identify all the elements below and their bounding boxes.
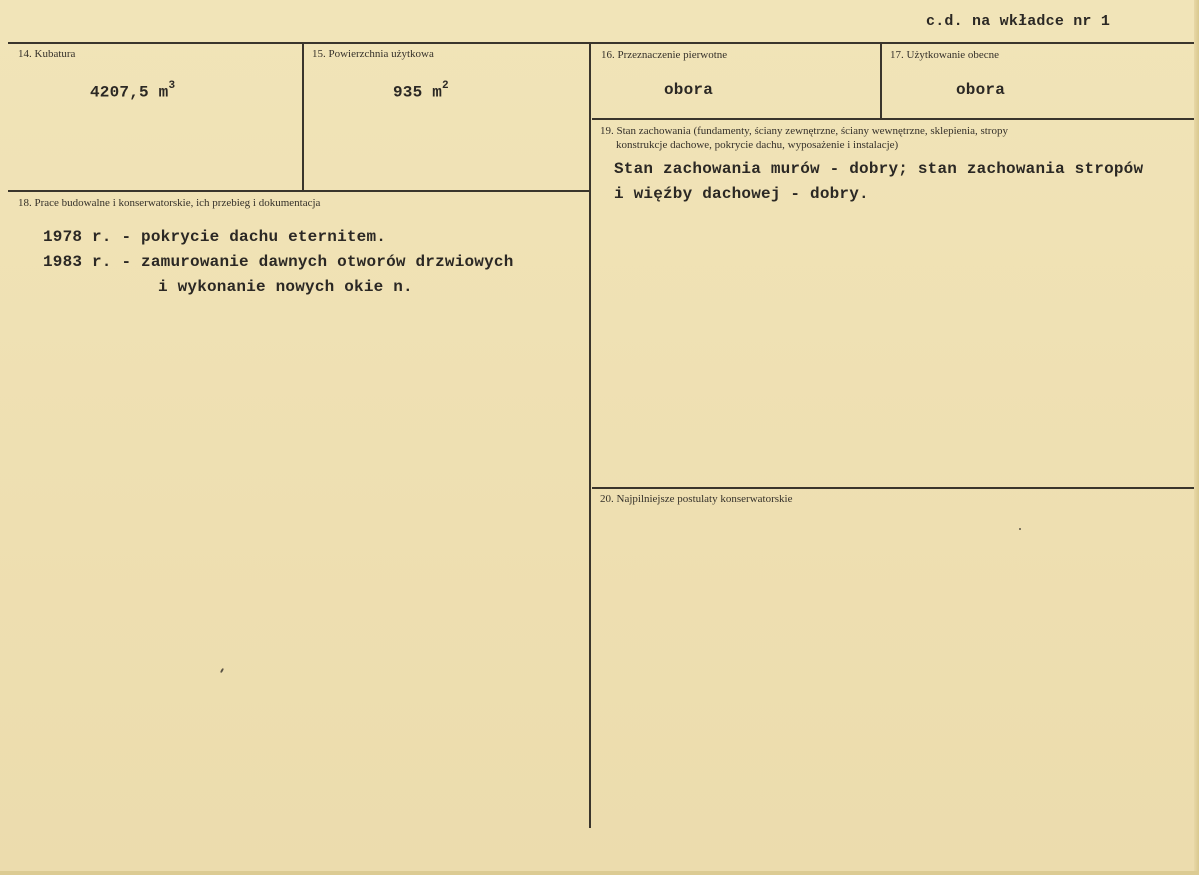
field-18-label: 18. Prace budowalne i konserwatorskie, ich przebieg i dokumentacja xyxy=(18,197,321,209)
field-19-text-line1: Stan zachowania murów - dobry; stan zachowania stropów xyxy=(614,160,1144,178)
field-14-label: 14. Kubatura xyxy=(18,48,76,60)
powierzchnia-unit: m xyxy=(432,83,443,102)
powierzchnia-exponent: 2 xyxy=(442,80,449,92)
field-18-entry-2-continuation: i wykonanie nowych okie n. xyxy=(158,278,413,296)
border-above-20 xyxy=(592,487,1194,489)
entry-1-text: - pokrycie dachu eternitem. xyxy=(121,228,387,246)
paper-mark xyxy=(220,668,224,673)
top-border xyxy=(8,42,1194,44)
kubatura-unit: m xyxy=(158,83,169,102)
field-17-value: obora xyxy=(956,81,1006,99)
continuation-note: c.d. na wkładce nr 1 xyxy=(926,13,1111,30)
border-above-19 xyxy=(592,118,1194,120)
field-16-label: 16. Przeznaczenie pierwotne xyxy=(601,49,728,61)
entry-2-text: - zamurowanie dawnych otworów drzwiowych xyxy=(121,253,514,271)
entry-1-year: 1978 r. xyxy=(43,228,112,246)
entry-2-year: 1983 r. xyxy=(43,253,112,271)
field-14-value xyxy=(90,76,175,105)
card-bottom-edge xyxy=(0,871,1199,875)
powierzchnia-value: 935 xyxy=(393,83,423,102)
field-18-entry-2 xyxy=(43,250,514,275)
card-right-edge xyxy=(1194,0,1199,875)
divider-14-15 xyxy=(302,42,304,192)
field-18-entry-1 xyxy=(43,225,386,250)
kubatura-exponent: 3 xyxy=(168,80,176,92)
field-20-label: 20. Najpilniejsze postulaty konserwatorskie xyxy=(600,493,793,505)
field-19-text-line2: i więźby dachowej - dobry. xyxy=(614,185,869,203)
field-17-label: 17. Użytkowanie obecne xyxy=(890,49,1000,61)
field-15-label: 15. Powierzchnia użytkowa xyxy=(312,48,434,60)
paper-speck xyxy=(1019,528,1021,530)
field-15-value xyxy=(393,76,449,105)
kubatura-value: 4207,5 xyxy=(90,83,149,102)
field-19-label-line1: 19. Stan zachowania (fundamenty, ściany zewnętrzne, ściany wewnętrzne, sklepienia, stropy xyxy=(600,125,1008,137)
field-16-value: obora xyxy=(664,81,714,99)
border-above-18 xyxy=(8,190,591,192)
field-19-label-line2: konstrukcje dachowe, pokrycie dachu, wyposażenie i instalacje) xyxy=(616,139,899,151)
divider-16-17 xyxy=(880,42,882,119)
main-vertical-divider xyxy=(589,42,591,828)
